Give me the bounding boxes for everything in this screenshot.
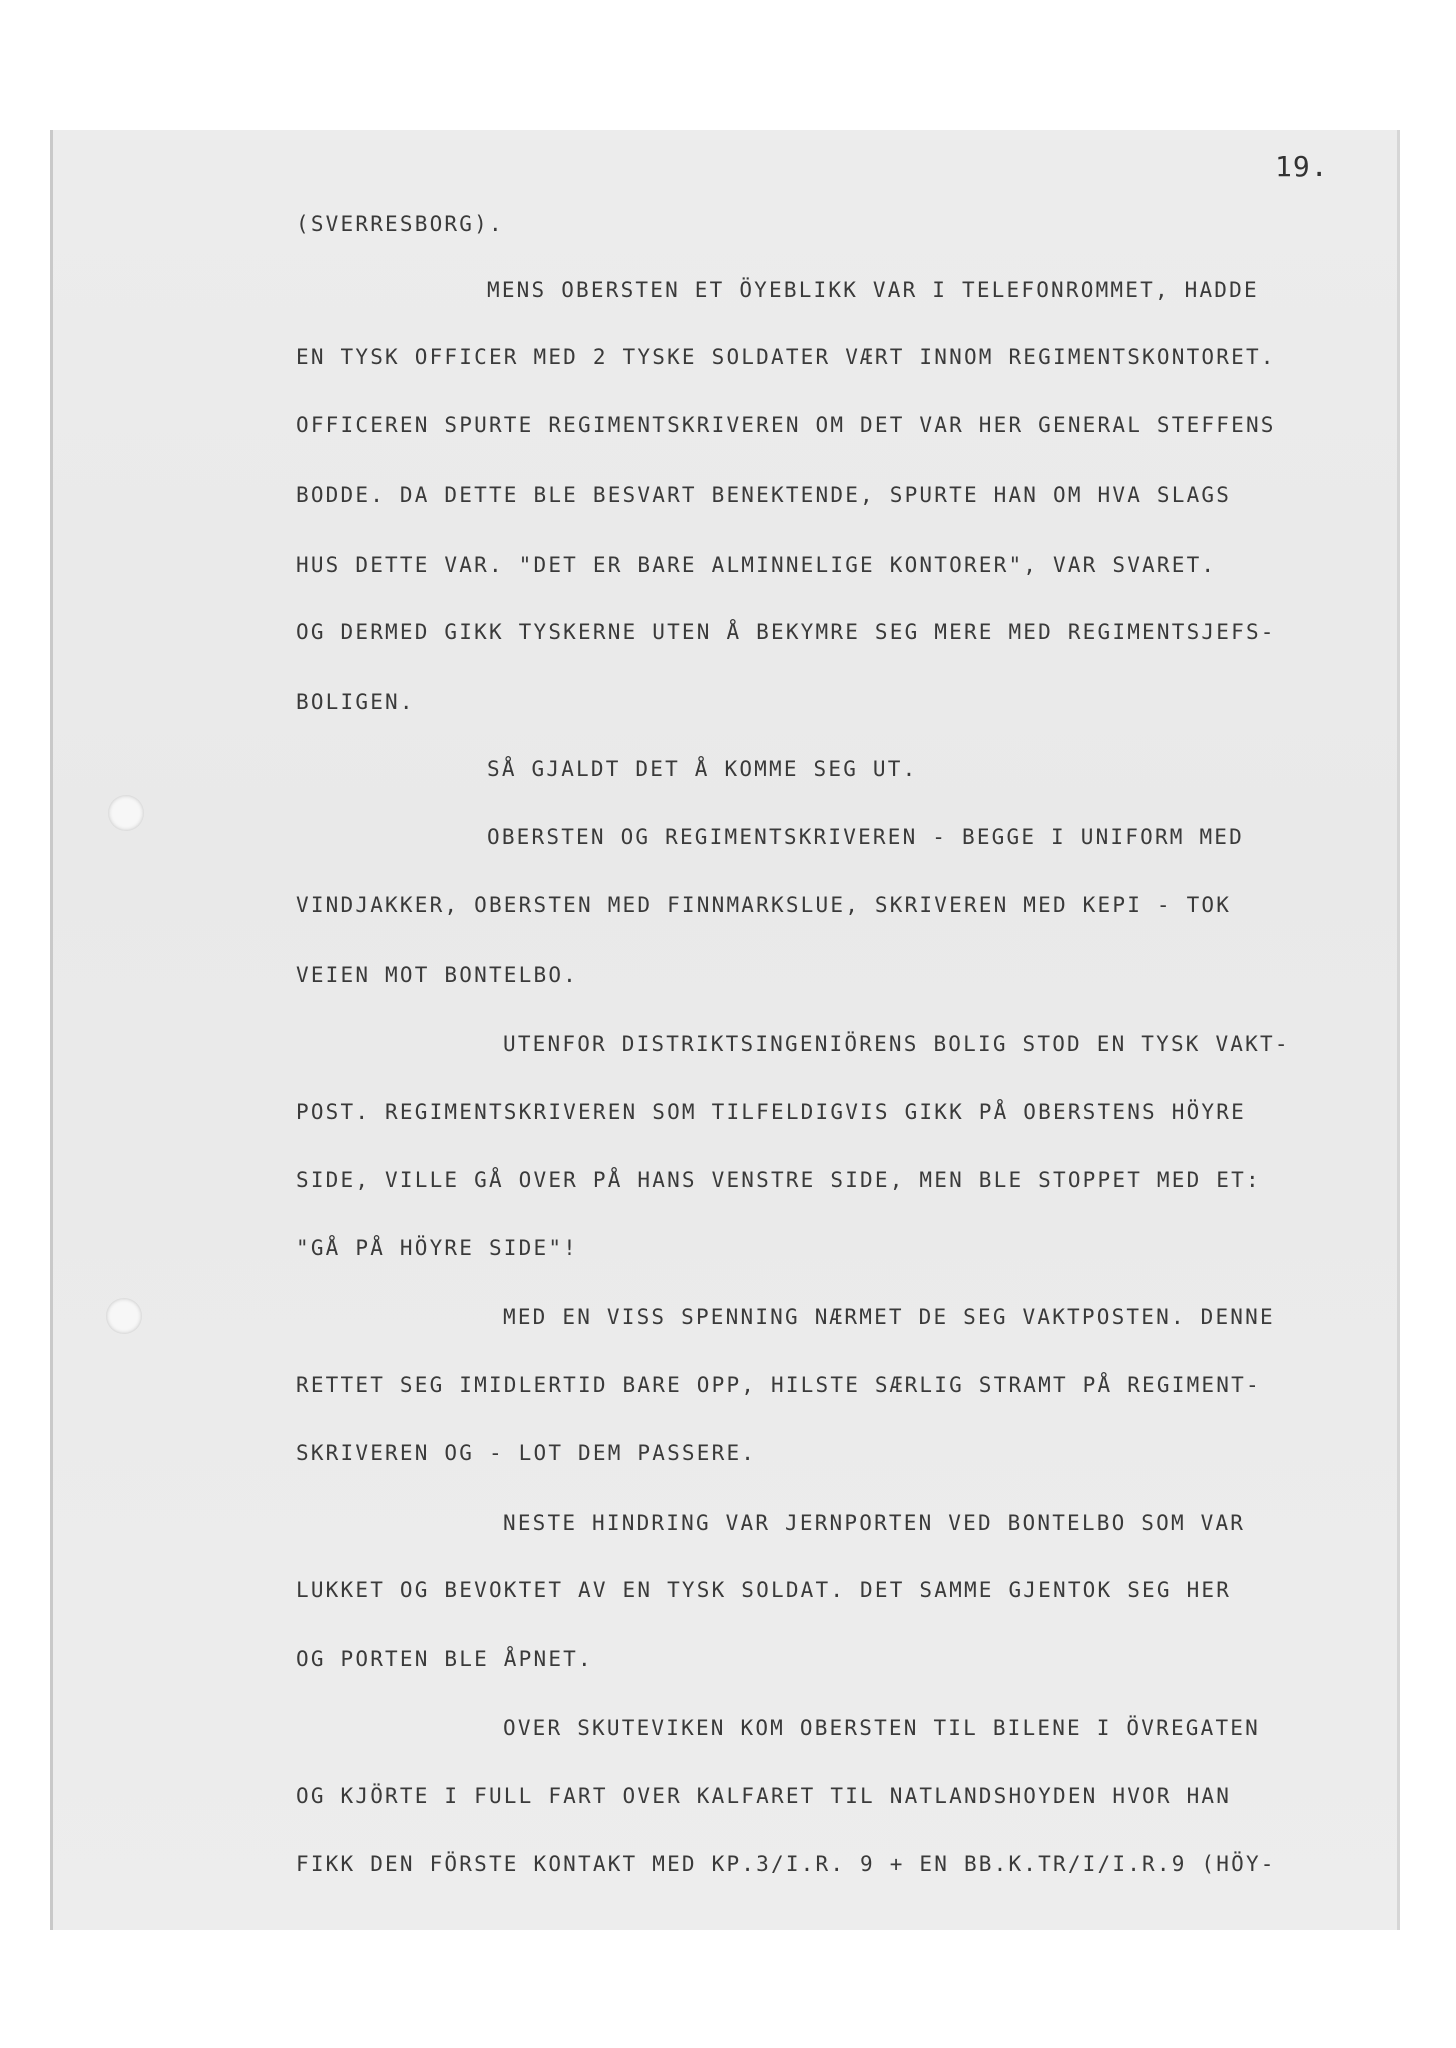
page-edge-right: [1397, 130, 1400, 1930]
text-line: SKRIVEREN OG - LOT DEM PASSERE.: [296, 1441, 757, 1465]
text-line: FIKK DEN FÖRSTE KONTAKT MED KP.3/I.R. 9 + EN BB.K.TR/I/I.R.9 (HÖY-: [296, 1852, 1276, 1876]
text-line: VEIEN MOT BONTELBO.: [296, 963, 579, 987]
text-line: MED EN VISS SPENNING NÆRMET DE SEG VAKTPOSTEN. DENNE: [503, 1305, 1275, 1329]
text-line: NESTE HINDRING VAR JERNPORTEN VED BONTELBO SOM VAR: [503, 1511, 1246, 1535]
text-line: UTENFOR DISTRIKTSINGENIÖRENS BOLIG STOD EN TYSK VAKT-: [503, 1032, 1290, 1056]
text-line: HUS DETTE VAR. "DET ER BARE ALMINNELIGE KONTORER", VAR SVARET.: [296, 553, 1217, 577]
text-line: VINDJAKKER, OBERSTEN MED FINNMARKSLUE, SKRIVEREN MED KEPI - TOK: [296, 893, 1232, 917]
text-line: OG KJÖRTE I FULL FART OVER KALFARET TIL NATLANDSHOYDEN HVOR HAN: [296, 1784, 1232, 1808]
scanned-page: [50, 130, 1400, 1930]
text-line: MENS OBERSTEN ET ÖYEBLIKK VAR I TELEFONROMMET, HADDE: [487, 278, 1259, 302]
text-line: OG DERMED GIKK TYSKERNE UTEN Å BEKYMRE SEG MERE MED REGIMENTSJEFS-: [296, 620, 1276, 644]
text-line: SÅ GJALDT DET Å KOMME SEG UT.: [487, 757, 918, 781]
text-line: BOLIGEN.: [296, 690, 415, 714]
page-number: 19.: [1275, 150, 1329, 183]
text-line: LUKKET OG BEVOKTET AV EN TYSK SOLDAT. DET SAMME GJENTOK SEG HER: [296, 1578, 1232, 1602]
text-line: OG PORTEN BLE ÅPNET.: [296, 1647, 593, 1671]
punch-hole: [106, 1298, 142, 1334]
text-line: BODDE. DA DETTE BLE BESVART BENEKTENDE, SPURTE HAN OM HVA SLAGS: [296, 483, 1232, 507]
text-line: OFFICEREN SPURTE REGIMENTSKRIVEREN OM DET VAR HER GENERAL STEFFENS: [296, 413, 1276, 437]
text-line: OVER SKUTEVIKEN KOM OBERSTEN TIL BILENE I ÖVREGATEN: [503, 1716, 1260, 1740]
punch-hole: [108, 795, 144, 831]
text-line: SIDE, VILLE GÅ OVER PÅ HANS VENSTRE SIDE, MEN BLE STOPPET MED ET:: [296, 1168, 1261, 1192]
text-line: OBERSTEN OG REGIMENTSKRIVEREN - BEGGE I UNIFORM MED: [487, 825, 1244, 849]
text-line: (SVERRESBORG).: [296, 212, 504, 236]
text-line: EN TYSK OFFICER MED 2 TYSKE SOLDATER VÆRT INNOM REGIMENTSKONTORET.: [296, 345, 1276, 369]
text-line: RETTET SEG IMIDLERTID BARE OPP, HILSTE SÆRLIG STRAMT PÅ REGIMENT-: [296, 1373, 1261, 1397]
text-line: POST. REGIMENTSKRIVEREN SOM TILFELDIGVIS GIKK PÅ OBERSTENS HÖYRE: [296, 1100, 1246, 1124]
text-line: "GÅ PÅ HÖYRE SIDE"!: [296, 1236, 579, 1260]
page-edge-left: [50, 130, 53, 1930]
